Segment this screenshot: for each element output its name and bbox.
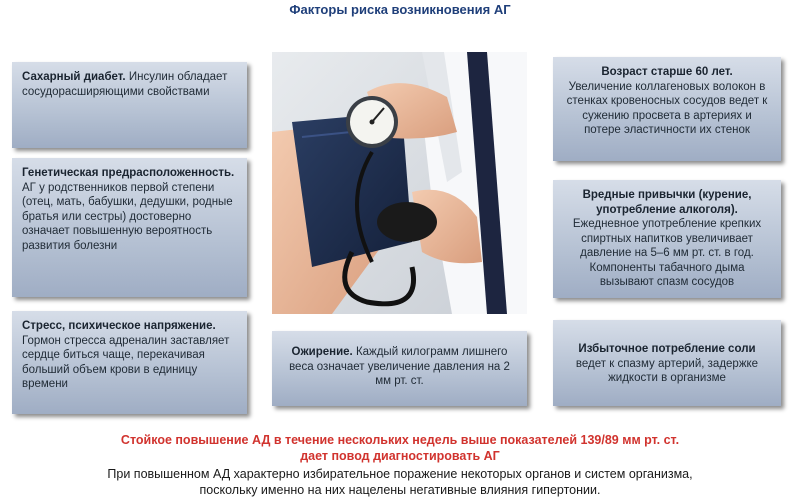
card-text: Гормон стресса адреналин заставляет сердце биться чаще, перекачивая больший объем крови в единицу времени bbox=[22, 334, 230, 390]
risk-card-salt bbox=[553, 320, 781, 406]
card-heading: Сахарный диабет. bbox=[22, 71, 126, 83]
card-text: Инсулин обладает сосудорасширяющими свойствами bbox=[22, 71, 228, 98]
risk-card-bad-habits bbox=[553, 180, 781, 298]
card-heading: Генетическая предрасположенность. bbox=[22, 167, 235, 179]
card-text: ведет к спазму артерий, задержке жидкости в организме bbox=[575, 357, 759, 384]
risk-card-age bbox=[553, 57, 781, 161]
risk-card-stress bbox=[12, 311, 247, 414]
blood-pressure-photo bbox=[272, 52, 527, 314]
card-text: Ежедневное употребление крепких спиртных напитков увеличивает давление на 5–6 мм рт. ст. в год. Компоненты табачного дыма вызывают спазм сосудов bbox=[572, 218, 762, 288]
card-text: АГ у родственников первой степени (отец, мать, бабушки, дедушки, родные братья или сестры) достоверно означает повышенную вероятность развития болезни bbox=[22, 181, 233, 252]
card-heading: Возраст старше 60 лет. bbox=[601, 66, 733, 78]
card-text: Каждый килограмм лишнего веса означает увеличение давления на 2 мм рт. ст. bbox=[289, 346, 510, 387]
tonometer-illustration bbox=[272, 52, 527, 314]
key-warning-line-2: дает повод диагностировать АГ bbox=[300, 449, 500, 463]
card-heading: Ожирение. bbox=[291, 346, 353, 358]
page-title: Факторы риска возникновения АГ bbox=[289, 2, 511, 17]
card-heading: Избыточное потребление соли bbox=[578, 343, 756, 355]
footnote-line-2: поскольку именно на них нацелены негативные влияния гипертонии. bbox=[199, 483, 601, 497]
card-text: Увеличение коллагеновых волокон в стенках кровеносных сосудов ведет к сужению просвета в артериях и потере эластичности их стенок bbox=[566, 80, 768, 136]
key-warning-line-1: Стойкое повышение АД в течение нескольких недель выше показателей 139/89 мм рт. ст. bbox=[120, 433, 680, 447]
risk-card-diabetes bbox=[12, 62, 247, 148]
risk-card-heredity bbox=[12, 158, 247, 297]
footnote-line-1: При повышенном АД характерно избирательное поражение некоторых органов и систем организма, bbox=[107, 467, 693, 481]
risk-card-obesity bbox=[272, 331, 527, 406]
card-heading: Вредные привычки (курение, употребление алкоголя). bbox=[582, 189, 752, 216]
card-heading: Стресс, психическое напряжение. bbox=[22, 320, 216, 332]
